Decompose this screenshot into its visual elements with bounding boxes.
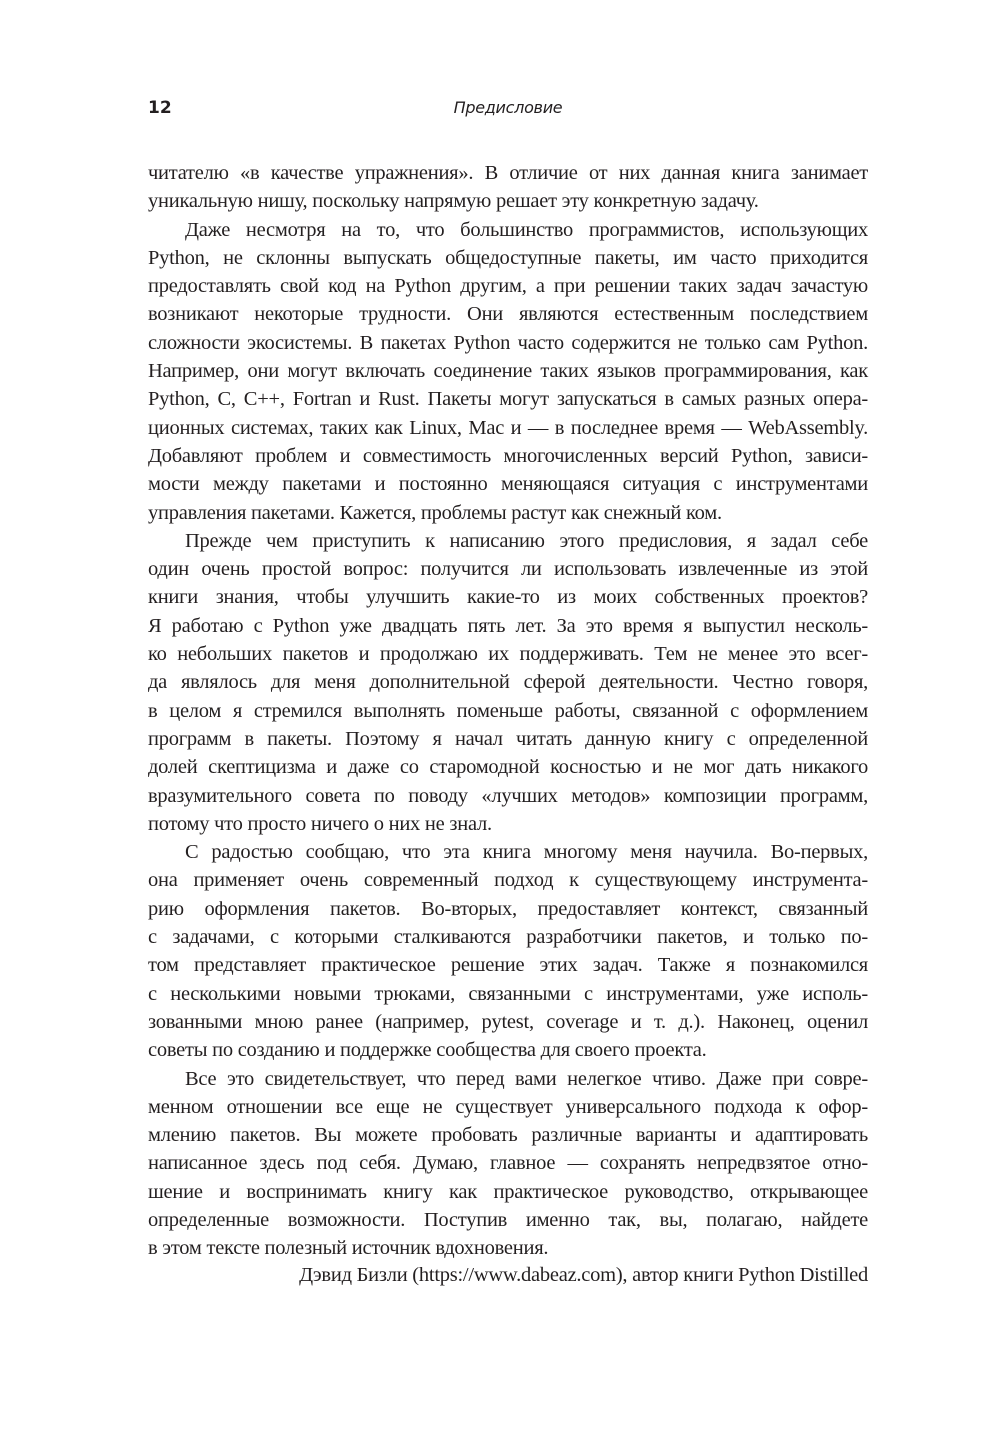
text-line: рию оформления пакетов. Во-вторых, предоставляет контекст, связанный bbox=[148, 897, 868, 920]
running-title: Предисловие bbox=[453, 98, 563, 117]
text-line: Прежде чем приступить к написанию этого предисловия, я задал себе bbox=[185, 529, 868, 552]
text-line: возникают некоторые трудности. Они являются естественным последствием bbox=[148, 303, 868, 326]
text-line: том представляет практическое решение этих задач. Также я познакомился bbox=[148, 954, 868, 977]
text-line: да являлось для меня дополнительной сферой деятельности. Честно говоря, bbox=[148, 671, 868, 694]
text-line: шение и воспринимать книгу как практическое руководство, открывающее bbox=[148, 1180, 868, 1203]
author-signature: Дэвид Бизли (https://www.dabeaz.com), автор книги Python Distilled bbox=[299, 1264, 868, 1286]
text-line: потому что просто ничего о них не знал. bbox=[148, 812, 492, 835]
text-line: Даже несмотря на то, что большинство программистов, использующих bbox=[185, 218, 868, 241]
text-line: млению пакетов. Вы можете пробовать различные варианты и адаптировать bbox=[148, 1124, 868, 1147]
text-line: долей скептицизма и даже со старомодной косностью и не мог дать никакого bbox=[148, 756, 868, 779]
text-line: с несколькими новыми трюками, связанными с инструментами, уже исполь- bbox=[148, 982, 868, 1005]
text-line: мости между пакетами и постоянно меняющаяся ситуация с инструментами bbox=[148, 473, 868, 496]
text-line: зованными мною ранее (например, pytest, coverage и т. д.). Наконец, оценил bbox=[148, 1010, 868, 1033]
text-line: ционных системах, таких как Linux, Mac и — в последнее время — WebAssembly. bbox=[148, 416, 868, 439]
text-line: Например, они могут включать соединение таких языков программирования, как bbox=[148, 360, 868, 383]
text-line: программ в пакеты. Поэтому я начал читать данную книгу с определенной bbox=[148, 727, 868, 750]
text-line: с задачами, с которыми сталкиваются разработчики пакетов, и только по- bbox=[148, 926, 868, 949]
text-line: читателю «в качестве упражнения». В отличие от них данная книга занимает bbox=[148, 162, 868, 184]
text-line: книги знания, чтобы улучшить какие-то из моих собственных проектов? bbox=[148, 586, 868, 609]
text-line: управления пакетами. Кажется, проблемы растут как снежный ком. bbox=[148, 501, 722, 524]
text-line: С радостью сообщаю, что эта книга многому меня научила. Во-первых, bbox=[185, 841, 868, 864]
text-line: определенные возможности. Поступив именно так, вы, полагаю, найдете bbox=[148, 1208, 868, 1231]
text-line: сложности экосистемы. В пакетах Python часто содержится не только сам Python. bbox=[148, 331, 868, 354]
text-line: ко небольших пакетов и продолжаю их поддерживать. Тем не менее это всег- bbox=[148, 643, 868, 666]
text-line: предоставлять свой код на Python другим, а при решении таких задач зачастую bbox=[148, 275, 868, 298]
text-line: Добавляют проблем и совместимость многочисленных версий Python, зависи- bbox=[148, 444, 868, 467]
text-line: Я работаю с Python уже двадцать пять лет. За это время я выпустил несколь- bbox=[148, 614, 868, 637]
text-line: менном отношении все еще не существует универсального подхода к офор- bbox=[148, 1095, 868, 1118]
paragraph bbox=[148, 159, 868, 216]
paragraph bbox=[148, 216, 868, 527]
paragraph bbox=[148, 1065, 868, 1263]
page-header bbox=[148, 98, 868, 126]
text-line: советы по созданию и поддержке сообщества для своего проекта. bbox=[148, 1039, 707, 1062]
text-line: в этом тексте полезный источник вдохновения. bbox=[148, 1237, 549, 1260]
paragraph bbox=[148, 838, 868, 1064]
text-line: один очень простой вопрос: получится ли использовать извлеченные из этой bbox=[148, 558, 868, 581]
text-line: Python, C, C++, Fortran и Rust. Пакеты могут запускаться в самых разных опера- bbox=[148, 388, 868, 411]
paragraph bbox=[148, 527, 868, 838]
text-line: уникальную нишу, поскольку напрямую решает эту конкретную задачу. bbox=[148, 190, 759, 213]
text-line: Python, не склонны выпускать общедоступные пакеты, им часто приходится bbox=[148, 246, 868, 269]
text-line: в целом я стремился выполнять поменьше работы, связанной с оформлением bbox=[148, 699, 868, 722]
text-line: Все это свидетельствует, что перед вами нелегкое чтиво. Даже при совре- bbox=[185, 1067, 868, 1090]
page-number: 12 bbox=[148, 98, 172, 118]
text-line: вразумительного совета по поводу «лучших методов» композиции программ, bbox=[148, 784, 868, 807]
page-body bbox=[148, 159, 868, 1263]
text-line: написанное здесь под себя. Думаю, главное — сохранять непредвзятое отно- bbox=[148, 1152, 868, 1175]
text-line: она применяет очень современный подход к существующему инструмента- bbox=[148, 869, 868, 892]
